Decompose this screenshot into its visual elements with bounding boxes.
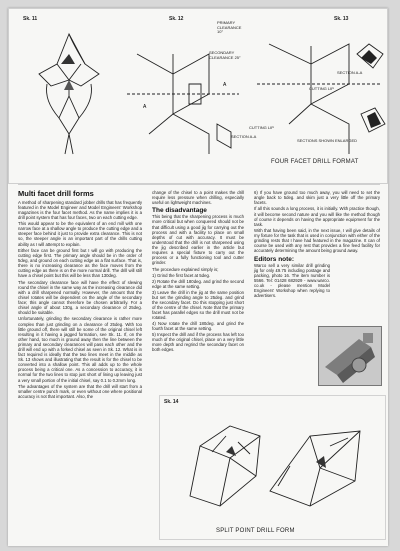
drill-jig-photo (318, 326, 382, 386)
list-item: 3) Leave the drill in the jig at the same position but set the grinding angle to 25deg. and grind the secondary facet. Do this stopping just short of the centre of the chisel. Note that the primary facet has parallel edges so the drill must not be rotated. (152, 289, 244, 321)
sk14-label: Sk. 14 (164, 399, 179, 405)
primary-clearance-label: PRIMARY CLEARANCE 10° (217, 20, 242, 34)
cutting-lip-label-2: CUTTING LIP (249, 125, 274, 130)
sk14-figure (159, 395, 386, 540)
disadvantage-heading: The disadvantage (152, 207, 207, 215)
paragraph: Either face can be ground first but I will go with producing the cutting edge first. The primary angle should be in the order of 5deg, and ground on each cutting edge as a flat surface. That is, there is no increasing clearance as the face moves from the cutting edge as there is on the more normal drill. The drill will still have a chisel point but this will be less than 130deg. (18, 247, 142, 279)
paragraph: The procedure explained simply is; (152, 266, 219, 272)
paragraph: 6) If you have ground too much away, you will need to set the angle back to 5deg. and skim just a very little off the primary facets. (254, 190, 380, 206)
svg-text:A: A (143, 104, 147, 110)
sk12-label: Sk. 12 (169, 16, 184, 22)
magazine-page (8, 8, 388, 546)
sk13-drawing (249, 24, 388, 174)
four-facet-caption: FOUR FACET DRILL FORMAT (271, 159, 359, 165)
secondary-clearance-label: SECONDARY CLEARANCE 25° (209, 50, 241, 60)
four-facet-figures (8, 8, 388, 184)
svg-text:A: A (223, 82, 227, 88)
procedure-list (152, 273, 244, 353)
paragraph: If all this sounds a long process, it is initially. With practice though, it will become second nature and you will like the method though of course it depends on having the appropriate equipment for the task. (254, 206, 380, 227)
paragraph: Unfortunately, grinding the secondary clearance is rather more complex than just grinding on a clearance of 25deg. With too little ground off, there will still be some of the original chisel left resulting in it having a jagged formation, see Sk. 11. If, on the other hand, too much is ground away then the line between the primary and secondary clearances will pass each other and the drill will end up with a forked chisel as seen in Sk. 12. What is in fact required is ideally that the two lines meet in the middle as Sk. 13 shows and illustrating that the result is for the chisel to be converted into a shallow point. This all adds up to the whole process being a critical one. As a concession to accuracy, it is normal for the two lines to stop just short of lining up leaving just a very small portion of the initial chisel, say 0.1 to 0.2mm long. (18, 316, 142, 383)
drill-jig-illustration (319, 327, 382, 386)
paragraph: With that having been said, in the next issue, I will give details of my fixture for the task that is used in conjunction with either of the grinding rests that I have had featured in the magazine. It can of course be used with any rest that provides a fine feed facility for accurately determining the amount being ground away. (254, 228, 380, 254)
article-column-3 (254, 190, 380, 299)
list-item: 5) Inspect the drill and if the process has left too much of the original chisel, place on a very little more depth and regrind the secondary facet on both edges. (152, 332, 244, 353)
list-item: 1) Grind the first facet at 5deg. (152, 272, 211, 278)
cutting-lip-label-1: CUTTING LIP (309, 86, 334, 91)
paragraph: The secondary clearance face will have the effect of slewing round the chisel in the same way as the increasing clearance did with a drill sharpened normally. However, the amount that the chisel rotates will be dependent on the angle of the secondary face; this angle cannot therefore be chosen arbitrarily. For a chisel angle of about 130g, a secondary clearance of 25deg. should be suitable. (18, 279, 142, 316)
editors-note-heading: Editors note: (254, 255, 295, 263)
section-aa-sk12: SECTION A-A (231, 134, 257, 139)
split-point-caption: SPLIT POINT DRILL FORM (216, 528, 295, 534)
editors-note-text: Warco sell a very similar drill grinding jig for only £9.75 including postage and packing, photo 16. The item number is 5566. Tel: 01428 682929 - www.warco. co.uk - please mention Model Engineers' Workshop when replying to advertisers. (254, 262, 330, 299)
list-item: 2) Rotate the drill 180deg. and grind the second edge at the same setting. (152, 278, 244, 289)
sk14-drawing (160, 406, 385, 526)
paragraph: The advantages of the system are that the drill will start from a smaller centre punch mark, or even without one where positional accuracy is not that important. Also, the (18, 383, 142, 399)
article-heading: Multi facet drill forms (18, 189, 94, 198)
sk11-label: Sk. 11 (23, 16, 38, 22)
sk12-drawing (119, 24, 249, 174)
paragraph: A method of sharpening standard jobber drills that has frequently featured in the Model Engineer and Model Engineers' Workshop magazines is the four facet method. As the name implies it is a drill point system that has four faces, two on each cutting edge. (18, 199, 142, 220)
article-column-2 (152, 190, 244, 353)
paragraph: change of the chisel to a point makes the drill require less pressure when drilling, especially useful on lightweight machines. (152, 190, 244, 206)
paragraph: This being that the sharpening process is much more critical but when conquered should not be that difficult using a good jig for carrying out the process and with a facility to place on small depths of cut with accuracy. It must be understood that the drill is not sharpened using the jig described earlier in the article but requires a special fixture to carry out the process or a fully functioning tool and cutter grinder. (152, 214, 244, 266)
sk11-drawing (9, 24, 129, 174)
paragraph: This would appear to be the equivalent of an end mill with one narrow face at a shallow angle to produce the cutting edge and a steeper face behind it just to provide extra clearance. This is not so, the steeper angle is an important part of the drills cutting ability as I will attempt to explain. (18, 221, 142, 247)
list-item: 4) Now rotate the drill 180deg. and grind the fourth facet at the same setting. (152, 321, 244, 332)
section-aa-sk13: SECTION A-A (337, 70, 363, 75)
figure-divider (18, 184, 380, 185)
article-column-1 (18, 190, 142, 400)
sk13-label: Sk. 13 (334, 16, 349, 22)
sections-enlarged-label: SECTIONS SHOWN ENLARGED (297, 138, 358, 143)
